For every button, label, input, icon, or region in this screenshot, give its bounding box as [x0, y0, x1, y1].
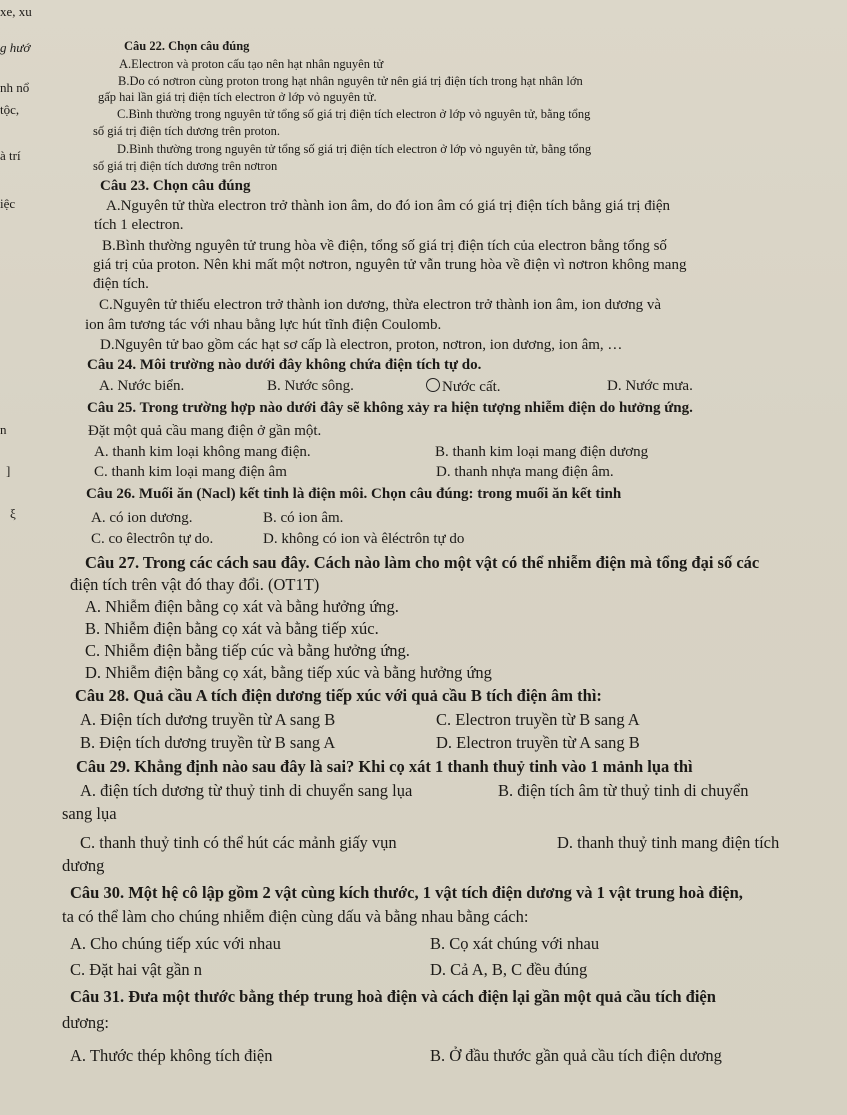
q28-title: Câu 28. Quả cầu A tích điện dương tiếp xúc với quả cầu B tích điện âm thì: [75, 686, 602, 705]
margin-fragment: iệc [0, 196, 16, 211]
q27-option-b: B. Nhiễm điện bằng cọ xát và bằng tiếp xúc. [85, 619, 379, 638]
q29-option-c: C. thanh thuỷ tinh có thể hút các mảnh giấy vụn [80, 833, 397, 852]
q31-option-b: B. Ở đầu thước gần quả cầu tích điện dương [430, 1046, 722, 1065]
q24-option-c-label: Nước cất. [442, 379, 501, 395]
q23-title: Câu 23. Chọn câu đúng [100, 178, 251, 194]
q27-option-c: C. Nhiễm điện bằng tiếp cúc và bằng hưởng ứng. [85, 641, 410, 660]
q23-option-a-line1: A.Nguyên tử thừa electron trở thành ion âm, do đó ion âm có giá trị điện tích bằng giá trị điện [106, 198, 671, 214]
q28-option-b: B. Điện tích dương truyền từ B sang A [80, 733, 336, 752]
q31-option-a: A. Thước thép không tích điện [70, 1046, 273, 1065]
q29-title [76, 758, 693, 776]
q27-option-a: A. Nhiễm điện bằng cọ xát và bằng hưởng ứng. [85, 597, 399, 616]
q30-option-d: D. Cả A, B, C đều đúng [430, 960, 588, 979]
q29-title-text: Câu 29. Khẳng định nào sau đây là sai? Khi cọ xát 1 thanh thuỷ tinh vào 1 mảnh lụa thì [76, 757, 693, 776]
q26-option-a: A. có ion dương. [91, 510, 193, 526]
q30-option-b: B. Cọ xát chúng với nhau [430, 934, 600, 953]
q24-option-a: A. Nước biển. [99, 378, 185, 394]
q27-option-d: D. Nhiễm điện bằng cọ xát, bằng tiếp xúc và bằng hưởng ứng [85, 663, 492, 682]
q30-title [70, 884, 743, 902]
q25-title [87, 400, 693, 417]
q25-option-a: A. thanh kim loại không mang điện. [94, 444, 311, 460]
q25-option-d: D. thanh nhựa mang điện âm. [436, 464, 614, 480]
q22-option-d-line1: D.Bình thường trong nguyên tử tổng số giá trị điện tích electron ở lớp vỏ nguyên tử, bằng tổng [117, 142, 592, 156]
q22-option-c-line2: số giá trị điện tích dương trên proton. [93, 124, 280, 138]
q22-option-b-line2: gấp hai lần giá trị điện tích electron ở lớp vỏ nguyên tử. [98, 90, 377, 104]
q23-option-b-line2: giá trị của proton. Nên khi mất một nơtron, nguyên tử vẫn trung hòa về điện vì nơtron không mang [93, 257, 687, 273]
margin-fragment: nh nổ [0, 80, 30, 95]
margin-fragment: g hướ [0, 40, 31, 55]
q23-option-b-line3: điện tích. [93, 276, 149, 292]
q22-option-d-line2: số giá trị điện tích dương trên nơtron [93, 159, 278, 173]
q22-option-c-line1: C.Bình thường trong nguyên tử tổng số giá trị điện tích electron ở lớp vỏ nguyên tử, bằng tổng [117, 107, 591, 121]
q26-title: Câu 26. Muối ăn (Nacl) kết tinh là điện môi. Chọn câu đúng: trong muối ăn kết tinh [86, 486, 622, 502]
q22-option-b-line1: B.Do có nơtron cùng proton trong hạt nhân nguyên tử nên giá trị điện tích trong hạt nhân lớn [118, 74, 583, 88]
q31-title [70, 988, 716, 1006]
q28-option-a: A. Điện tích dương truyền từ A sang B [80, 710, 336, 729]
q27-title-text: Câu 27. Trong các cách sau đây. Cách nào làm cho một vật có thể nhiễm điện mà tổng đại số các [85, 553, 760, 572]
q22-option-a: A.Electron và proton cấu tạo nên hạt nhân nguyên tử [119, 57, 384, 71]
q30-option-a: A. Cho chúng tiếp xúc với nhau [70, 934, 281, 953]
q24-option-c [426, 378, 501, 396]
q22-title: Câu 22. Chọn câu đúng [124, 39, 250, 53]
q29-option-d-line2: dương [62, 856, 105, 875]
q23-option-c-line1: C.Nguyên tử thiếu electron trở thành ion dương, thừa electron trở thành ion âm, ion dương và [99, 297, 662, 313]
margin-fragment: n [0, 422, 7, 437]
q30-option-c: C. Đặt hai vật gần n [70, 960, 202, 979]
q23-option-c-line2: ion âm tương tác với nhau bằng lực hút tĩnh điện Coulomb. [85, 317, 442, 333]
margin-fragment: à trí [0, 148, 21, 163]
q25-option-c: C. thanh kim loại mang điện âm [94, 464, 287, 480]
q28-option-c: C. Electron truyền từ B sang A [436, 710, 640, 729]
margin-fragment: xe, xu [0, 4, 32, 19]
q27-title [85, 554, 759, 572]
q23-option-b-line1: B.Bình thường nguyên tử trung hòa về điện, tổng số giá trị điện tích của electron bằng tổng số [102, 238, 667, 254]
q29-option-d-line1: D. thanh thuỷ tinh mang điện tích [557, 833, 780, 852]
margin-fragment: tộc, [0, 102, 20, 117]
q26-option-b: B. có ion âm. [263, 510, 344, 526]
q29-option-a: A. điện tích dương từ thuỷ tinh di chuyển sang lụa [80, 781, 413, 800]
q26-option-d: D. không có ion và êléctrôn tự do [263, 531, 465, 547]
q23-option-a-line2: tích 1 electron. [94, 217, 184, 233]
circled-answer-c-mark [426, 378, 440, 392]
q24-option-d: D. Nước mưa. [607, 378, 693, 394]
q27-title-line2: điện tích trên vật đó thay đổi. (OT1T) [70, 575, 320, 594]
q25-stem: Đặt một quả cầu mang điện ở gần một. [88, 423, 322, 439]
q29-option-b-line2: sang lụa [62, 804, 117, 823]
q31-title-line2: dương: [62, 1013, 110, 1032]
q25-option-b: B. thanh kim loại mang điện dương [435, 444, 649, 460]
q29-option-b-line1: B. điện tích âm từ thuỷ tinh di chuyển [498, 781, 749, 800]
q24-title: Câu 24. Môi trường nào dưới đây không chứa điện tích tự do. [87, 357, 482, 373]
q28-option-d: D. Electron truyền từ A sang B [436, 733, 640, 752]
q31-title-text: Câu 31. Đưa một thước bằng thép trung hoà điện và cách điện lại gần một quả cầu tích điện [70, 987, 716, 1006]
q30-title-text: Câu 30. Một hệ cô lập gồm 2 vật cùng kích thước, 1 vật tích điện dương và 1 vật trung hoà điện, [70, 883, 743, 902]
margin-fragment: ] [6, 463, 11, 478]
q25-title-text: Câu 25. Trong trường hợp nào dưới đây sẽ không xảy ra hiện tượng nhiễm điện do hưởng ứng. [87, 400, 693, 416]
q26-option-c: C. co êlectrôn tự do. [91, 531, 214, 547]
margin-fragment: ξ [10, 506, 16, 521]
q23-option-d: D.Nguyên tử bao gồm các hạt sơ cấp là electron, proton, nơtron, ion dương, ion âm, … [100, 337, 623, 353]
q30-title-line2: ta có thể làm cho chúng nhiễm điện cùng dấu và bằng nhau bằng cách: [62, 907, 529, 926]
q24-option-b: B. Nước sông. [267, 378, 354, 394]
